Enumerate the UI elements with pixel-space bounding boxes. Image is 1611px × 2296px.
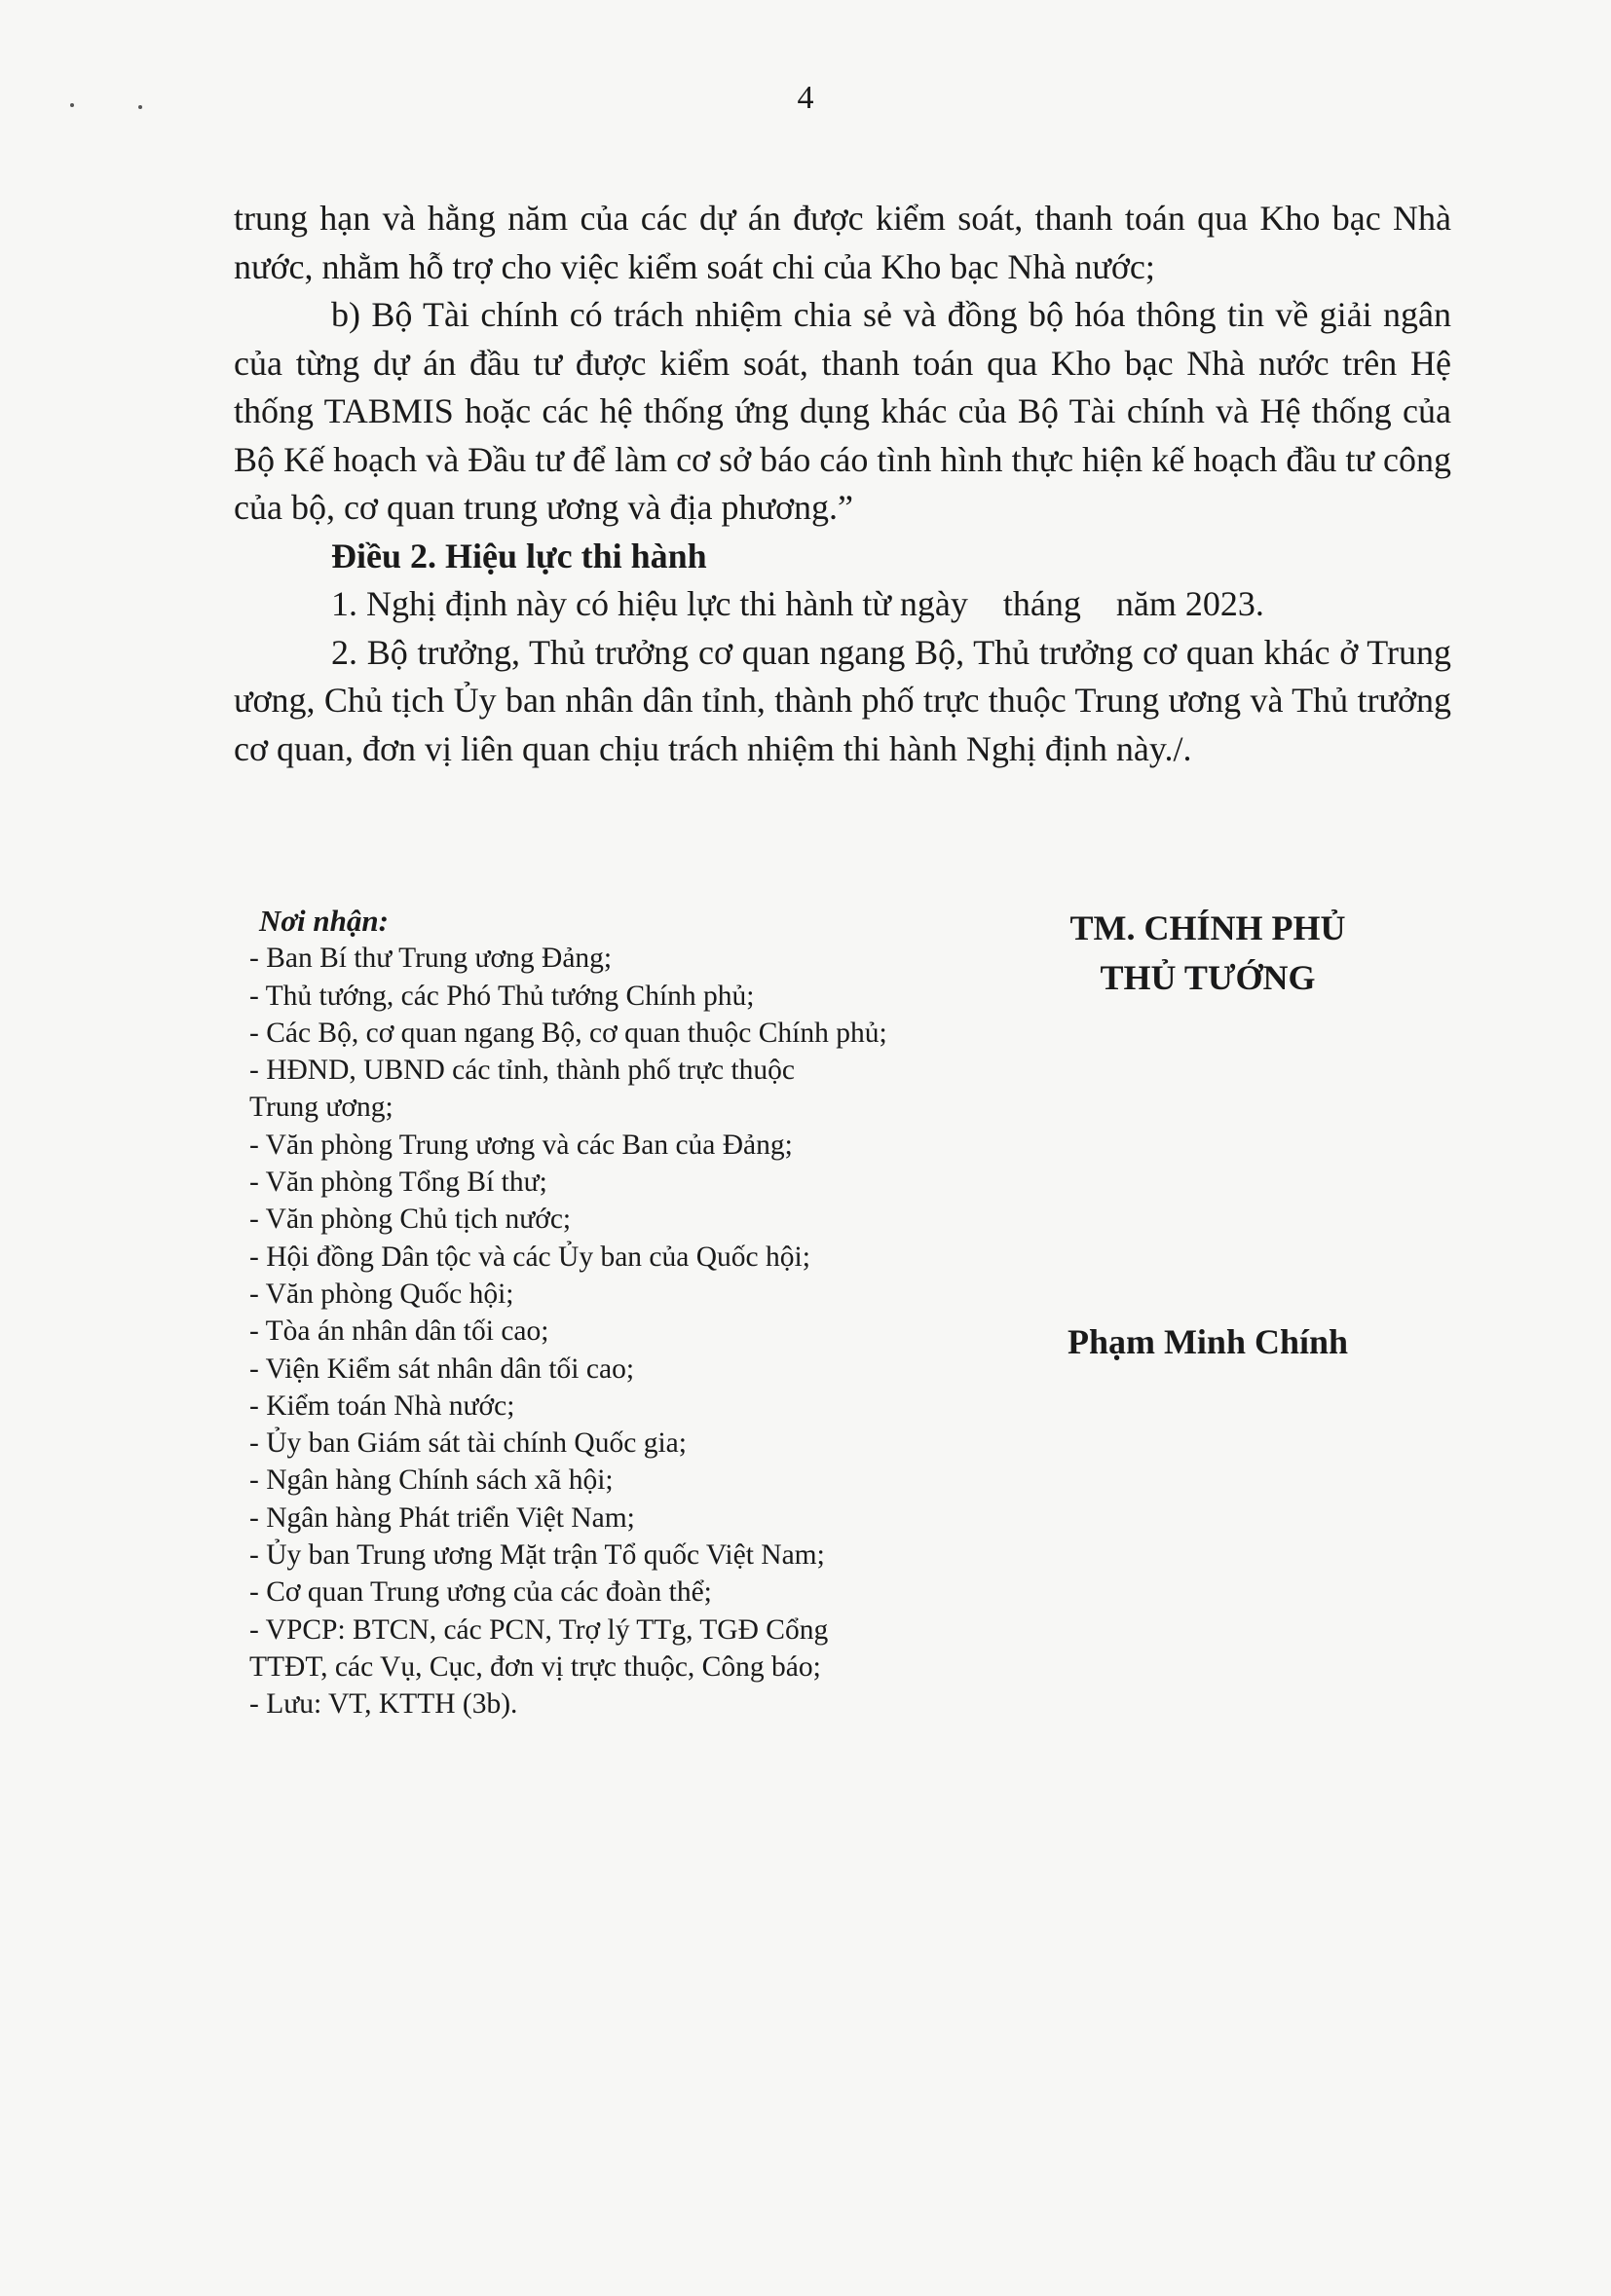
recipient-item: - Văn phòng Trung ương và các Ban của Đảng; (249, 1129, 793, 1161)
recipient-item: - Ủy ban Trung ương Mặt trận Tổ quốc Việt Nam; (249, 1539, 825, 1572)
paragraph-b: b) Bộ Tài chính có trách nhiệm chia sẻ và đồng bộ hóa thông tin về giải ngân của từng dự án đầu tư được kiểm soát, thanh toán qua Kho bạc Nhà nước trên Hệ thống TABMIS hoặc các hệ thống ứng dụng khác của Bộ Tài chính và Hệ thống của Bộ Kế hoạch và Đầu tư để làm cơ sở báo cáo tình hình thực hiện kế hoạch đầu tư công của bộ, cơ quan trung ương và địa phương.” (234, 295, 1451, 527)
signature-block (1003, 904, 1412, 1003)
recipient-item: - Ngân hàng Chính sách xã hội; (249, 1464, 614, 1497)
recipient-item: TTĐT, các Vụ, Cục, đơn vị trực thuộc, Công báo; (249, 1650, 821, 1683)
recipient-item: - Văn phòng Tổng Bí thư; (249, 1167, 547, 1199)
recipient-item: - Các Bộ, cơ quan ngang Bộ, cơ quan thuộc Chính phủ; (249, 1017, 887, 1049)
recipient-item: - Ngân hàng Phát triển Việt Nam; (249, 1501, 635, 1534)
signature-position: THỦ TƯỚNG (1100, 958, 1316, 997)
recipient-item: - HĐND, UBND các tỉnh, thành phố trực thuộc (249, 1055, 795, 1087)
article-title: Điều 2. Hiệu lực thi hành (331, 536, 707, 575)
recipient-item: - Ban Bí thư Trung ương Đảng; (249, 943, 613, 975)
recipients-list (249, 940, 990, 1722)
recipient-item: - Lưu: VT, KTTH (3b). (249, 1688, 518, 1721)
recipient-item: - VPCP: BTCN, các PCN, Trợ lý TTg, TGĐ Cổng (249, 1613, 829, 1646)
recipient-item: - Kiểm toán Nhà nước; (249, 1389, 515, 1422)
recipients-block (249, 903, 990, 1723)
signer-name: Phạm Minh Chính (1067, 1322, 1349, 1361)
page-number: 4 (797, 80, 814, 116)
recipient-item: - Ủy ban Giám sát tài chính Quốc gia; (249, 1427, 687, 1460)
recipient-item: - Văn phòng Chủ tịch nước; (249, 1204, 572, 1236)
recipients-heading: Nơi nhận: (259, 904, 389, 938)
clause-1: 1. Nghị định này có hiệu lực thi hành từ ngày tháng năm 2023. (331, 584, 1264, 623)
recipient-item: Trung ương; (249, 1092, 393, 1124)
signature-title: TM. CHÍNH PHỦ (1069, 908, 1346, 947)
document-body (234, 195, 1451, 773)
recipient-item: - Hội đồng Dân tộc và các Ủy ban của Quốc hội; (249, 1241, 810, 1273)
recipient-item: - Văn phòng Quốc hội; (249, 1278, 514, 1310)
paragraph-continuation: trung hạn và hằng năm của các dự án được kiểm soát, thanh toán qua Kho bạc Nhà nước, nhằm hỗ trợ cho việc kiểm soát chi của Kho bạc Nhà nước; (234, 199, 1451, 286)
recipient-item: - Thủ tướng, các Phó Thủ tướng Chính phủ; (249, 980, 755, 1012)
clause-2: 2. Bộ trưởng, Thủ trưởng cơ quan ngang Bộ, Thủ trưởng cơ quan khác ở Trung ương, Chủ tịch Ủy ban nhân dân tỉnh, thành phố trực thuộc Trung ương và Thủ trưởng cơ quan, đơn vị liên quan chịu trách nhiệm thi hành Nghị định này./. (234, 632, 1451, 768)
recipient-item: - Tòa án nhân dân tối cao; (249, 1315, 549, 1348)
recipient-item: - Viện Kiểm sát nhân dân tối cao; (249, 1352, 635, 1385)
recipient-item: - Cơ quan Trung ương của các đoàn thể; (249, 1576, 712, 1609)
